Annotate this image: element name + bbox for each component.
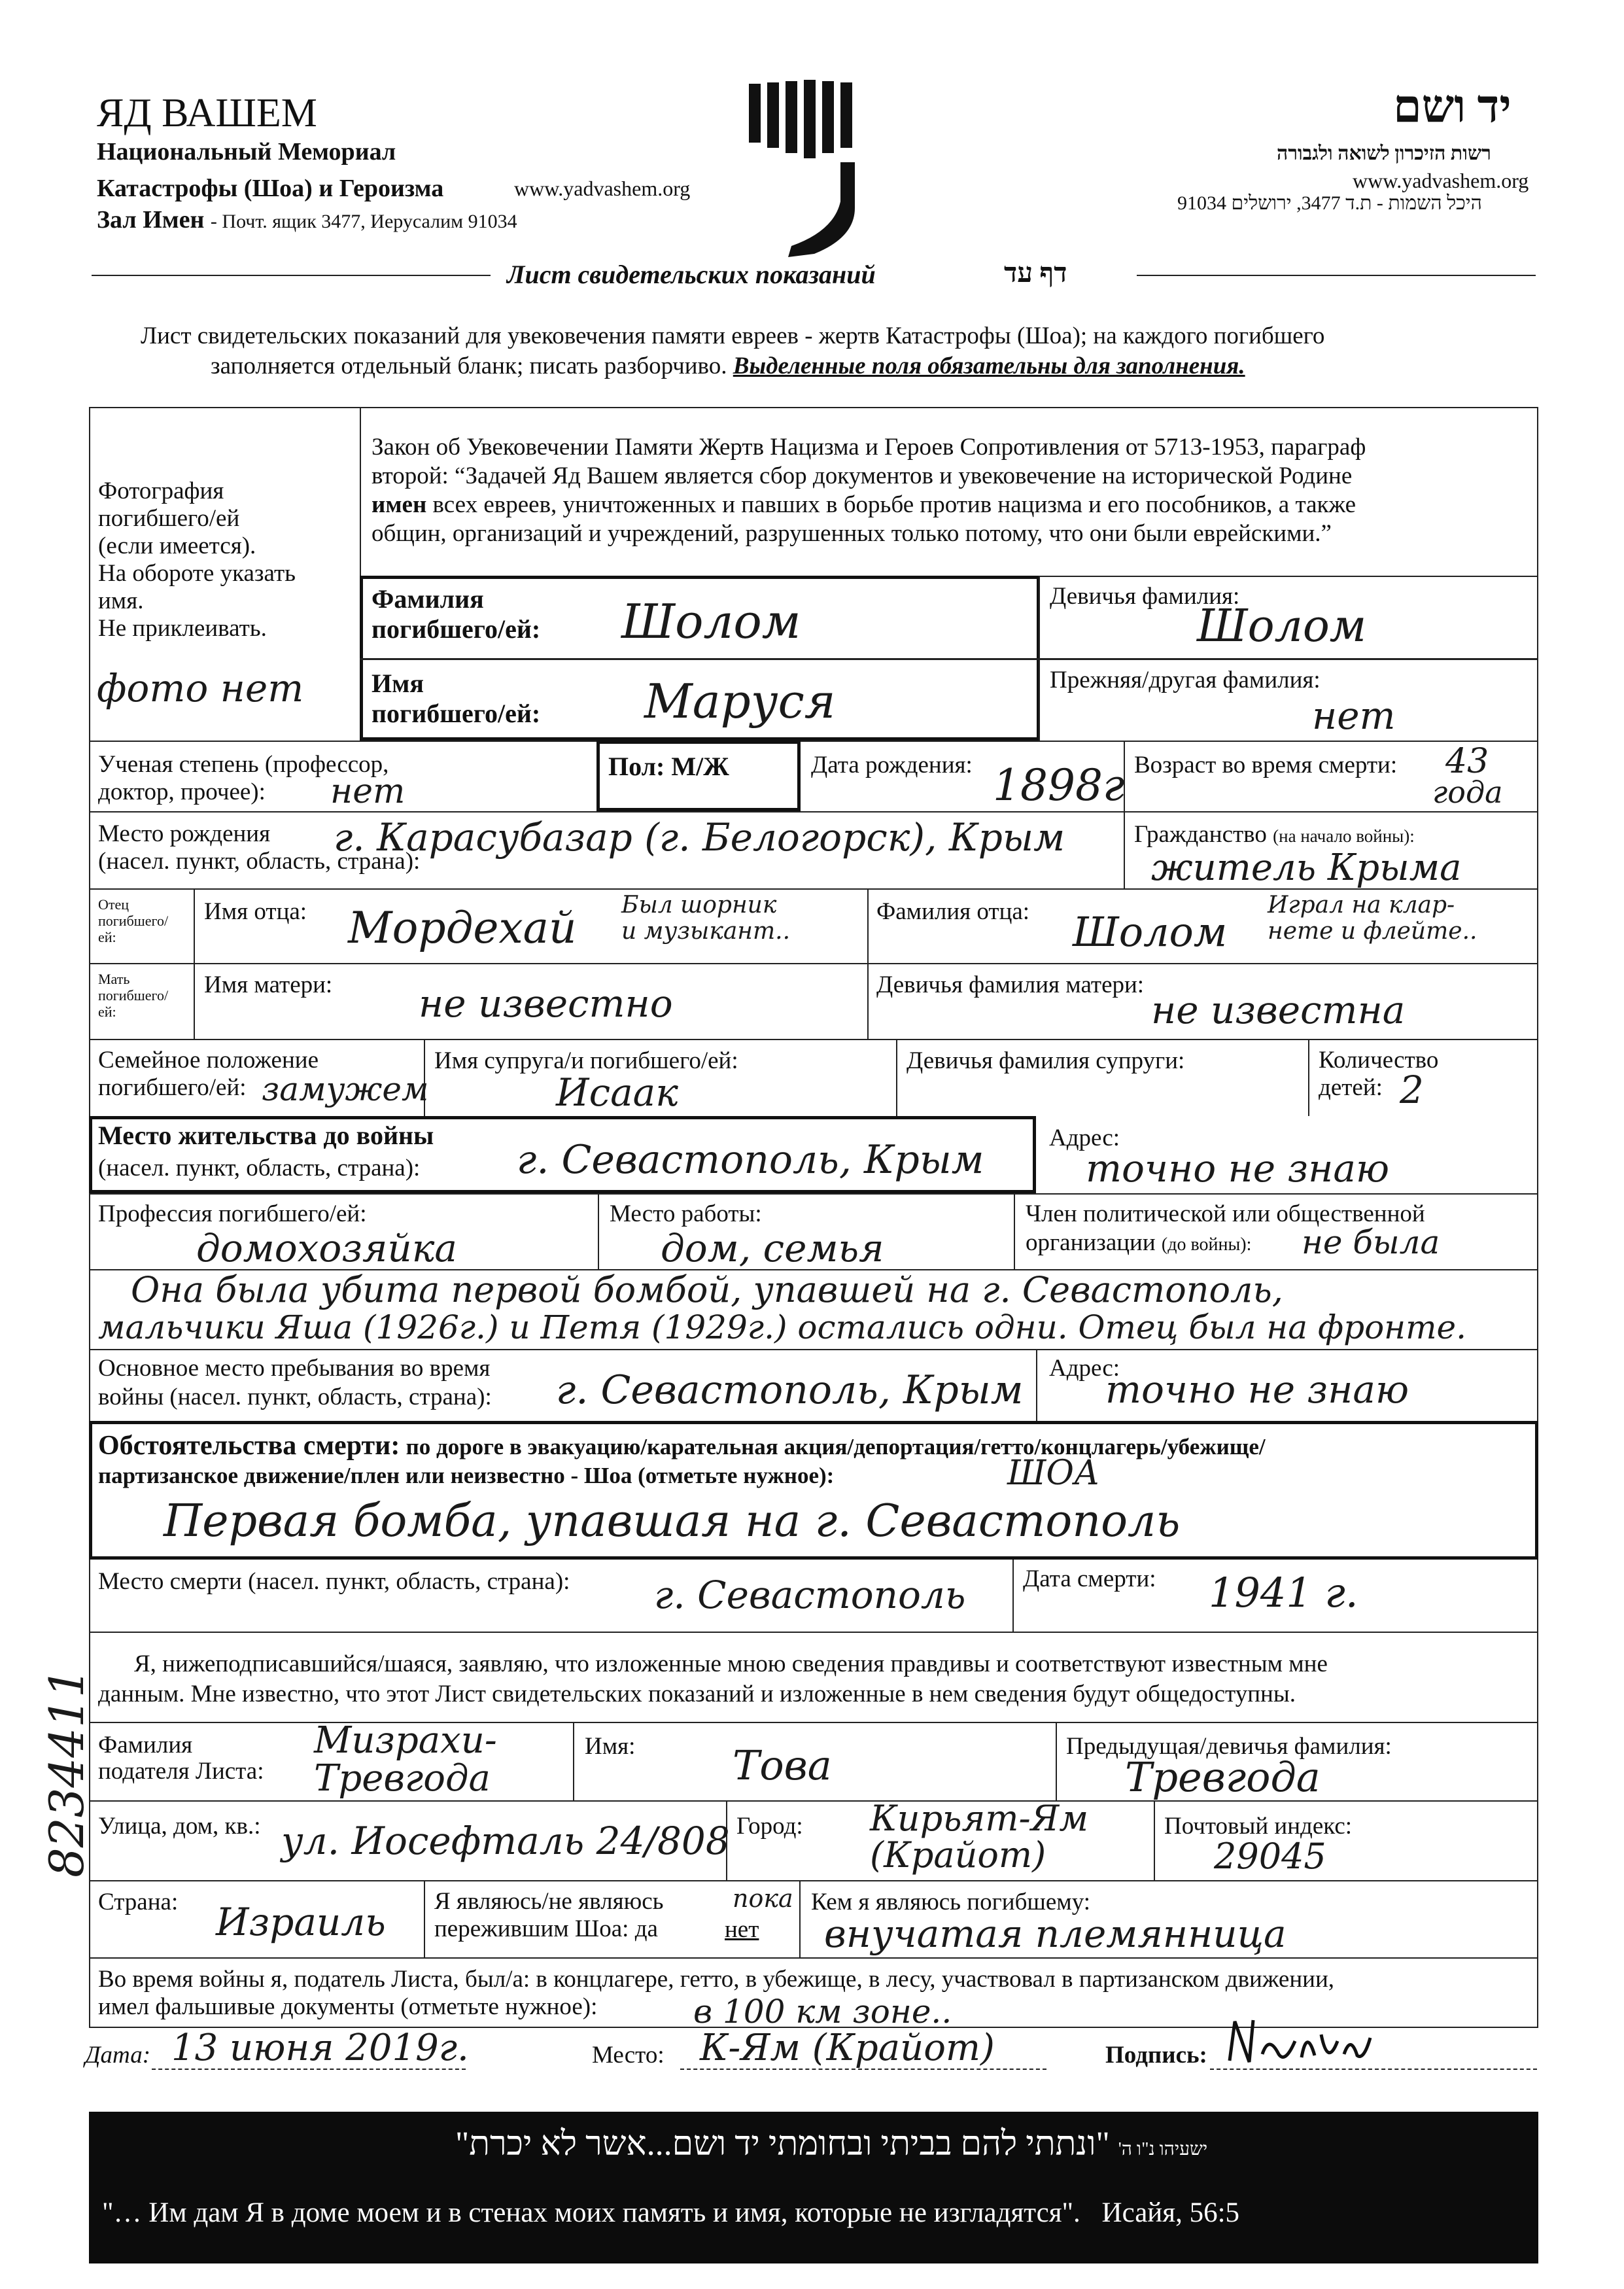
row-street-top (89, 1800, 1538, 1802)
zip-divider (1154, 1800, 1155, 1880)
wartime-label (98, 1354, 492, 1412)
name-label-1: Имя (371, 669, 424, 698)
mother-maiden-label: Девичья фамилия матери: (876, 971, 1145, 998)
date-label: Дата: (85, 2042, 151, 2069)
war-label1: Во время войны я, податель Листа, был/а: в концлагере, гетто, в убежище, в лесу, участвовал в партизанском движении, (98, 1966, 1334, 1993)
maiden-label: Девичья фамилия: (1050, 583, 1240, 610)
zip-label: Почтовый индекс: (1164, 1813, 1353, 1840)
age-unit: года (1432, 775, 1503, 810)
signature-line (1210, 2069, 1537, 2070)
degree-label-2: доктор, прочее): (98, 778, 266, 805)
submitter-surname-1: Мизрахи- (314, 1719, 497, 1762)
title-rule-left (92, 275, 491, 276)
death-circ-options2: партизанское движение/плен или неизвестно - Шоа (отметьте нужное): (98, 1463, 835, 1488)
wartime-value: г. Севастополь, Крым (556, 1367, 1024, 1413)
member-divider (1014, 1193, 1015, 1269)
victim-name-divider (360, 658, 1537, 660)
father-note-2: и музыкант.. (621, 918, 791, 945)
law-line2: второй: “Задачей Яд Вашем является сбор документов и увековечение на исторической Родине (371, 463, 1353, 489)
org-line1: Национальный Мемориал (97, 138, 396, 166)
member-label2-text: организации (1026, 1229, 1156, 1256)
relation-label: Кем я являюсь погибшему: (811, 1889, 1091, 1915)
city-value-1: Кирьят-Ям (870, 1798, 1089, 1839)
photo-label-5: имя. (98, 587, 144, 614)
death-date-label: Дата смерти: (1023, 1565, 1156, 1592)
sex-label: Пол: М/Ж (608, 752, 729, 781)
declaration-line2: данным. Мне известно, что этот Лист свидетельских показаний и изложенные в нем сведения будут общедоступны. (98, 1681, 1296, 1707)
family-status-label-2: погибшего/ей: (98, 1074, 247, 1101)
city-label: Город: (736, 1813, 803, 1840)
declaration-line1: Я, нижеподписавшийся/шаяся, заявляю, что изложенные мною сведения правдивы и соответствуют известным мне (134, 1651, 1328, 1677)
submitter-prev-label: Предыдущая/девичья фамилия: (1066, 1733, 1392, 1760)
quote-ru: "… Им дам Я в доме моем и в стенах моих память и имя, которые не изгладятся". (102, 2197, 1080, 2228)
children-label-2: детей: (1319, 1074, 1383, 1101)
degree-label-1: Ученая степень (профессор, (98, 751, 389, 778)
maiden-value: Шолом (1197, 601, 1367, 652)
wartime-label-2: войны (насел. пункт, область, страна): (98, 1384, 492, 1410)
residence-addr-value: точно не знаю (1086, 1146, 1389, 1191)
wartime-addr-value: точно не знаю (1105, 1367, 1409, 1412)
survivor-label-2 (434, 1915, 664, 1943)
profession-value: домохозяйка (196, 1226, 457, 1270)
survivor-note: пока (733, 1884, 793, 1913)
family-status-value: замужем (262, 1070, 429, 1108)
survivor-label-2-text: пережившим Шоа: (434, 1915, 629, 1942)
citizenship-label-text: Гражданство (1134, 821, 1267, 848)
other-surname-label: Прежняя/другая фамилия: (1050, 667, 1321, 693)
submitter-prev-value: Тревгода (1125, 1753, 1321, 1801)
submitter-surname-value (314, 1719, 497, 1800)
law-line3-bold: имен (371, 491, 427, 518)
father-name-value: Мордехай (348, 903, 577, 953)
family-status-label-1: Семейное положение (98, 1047, 319, 1074)
row-family-top (89, 1039, 1538, 1040)
photo-label-1: Фотография (98, 478, 224, 504)
photo-label-2: погибшего/ей (98, 505, 240, 532)
maiden-divider (1039, 576, 1040, 741)
name-label (371, 669, 540, 729)
name-value: Маруся (644, 674, 836, 729)
father-surname-label: Фамилия отца: (876, 898, 1030, 925)
street-label: Улица, дом, кв.: (98, 1813, 261, 1840)
residence-value: г. Севастополь, Крым (517, 1137, 984, 1183)
title-rule-right (1137, 275, 1536, 276)
city-value (870, 1800, 1088, 1874)
mother-side-1: Мать (98, 971, 130, 987)
citizenship-divider (1124, 811, 1125, 888)
father-side-3: ей: (98, 929, 116, 945)
form-title: Лист свидетельских показаний (507, 260, 876, 289)
mother-name-label: Имя матери: (204, 971, 333, 998)
id-stamp: 8234411 (39, 1668, 94, 1878)
father-note2 (1268, 892, 1477, 945)
city-value-2: (Крайот) (870, 1834, 1046, 1876)
quote-src: Исайя, 56:5 (1101, 2197, 1240, 2228)
submitter-surname-label-1: Фамилия (98, 1732, 193, 1758)
hall-of-names-label: Зал Имен (97, 206, 205, 234)
heb-title: יד ושם (1393, 82, 1512, 132)
row-father-top (89, 888, 1538, 890)
law-line3 (371, 491, 1366, 519)
org-title: ЯД ВАШЕМ (97, 91, 317, 135)
submitter-surname-label (98, 1732, 264, 1785)
yad-vashem-logo (742, 77, 867, 260)
birth-value: 1898г (993, 760, 1125, 811)
submitter-name-value: Това (733, 1741, 832, 1789)
mother-maiden-value: не известна (1151, 988, 1406, 1032)
quote-band (89, 2112, 1538, 2263)
quote-heb-text: "ונתתי להם בביתי ובחומתי יד ושם...אשר לא יכרת" (455, 2125, 1110, 2163)
heb-line1: רשות הזיכרון לשואה ולגבורה (1277, 143, 1491, 164)
date-value: 13 июня 2019г. (171, 2027, 469, 2069)
citizenship-note: (на начало войны): (1273, 826, 1415, 846)
other-surname-value: нет (1312, 693, 1396, 738)
intro-line1: Лист свидетельских показаний для увековечения памяти евреев - жертв Катастрофы (Шоа); на каждого погибшего (141, 323, 1325, 349)
row-birthplace-top (89, 811, 1538, 813)
law-line4: общин, организаций и учреждений, разрушенных только потому, что они были еврейскими.” (371, 520, 1332, 547)
residence-label: Место жительства до войны (98, 1121, 434, 1150)
submitter-surname-2: Тревгода (314, 1757, 491, 1800)
workplace-label: Место работы: (610, 1200, 762, 1227)
intro-line2 (211, 352, 1245, 381)
row-degree-top (89, 741, 1538, 742)
mother-side-3: ей: (98, 1004, 116, 1020)
spouse-maiden-divider (896, 1039, 897, 1116)
submitter-prev-divider (1056, 1722, 1057, 1800)
father-note-1: Был шорник (621, 892, 777, 918)
date-line (152, 2069, 466, 2070)
work-place-divider (598, 1193, 599, 1269)
row-submitter-top (89, 1722, 1538, 1723)
war-label2: имел фальшивые документы (отметьте нужное): (98, 1993, 598, 2020)
residence-sub: (насел. пункт, область, страна): (98, 1155, 421, 1181)
father-note2-1: Играл на клар- (1268, 892, 1455, 918)
note-line-1: Она была убита первой бомбой, упавшей на г. Севастополь, (131, 1269, 1283, 1310)
spouse-value: Исаак (556, 1070, 678, 1115)
row-work-top (89, 1193, 1538, 1195)
death-date-value: 1941 г. (1209, 1569, 1358, 1616)
wartime-addr-divider (1036, 1349, 1037, 1421)
father-note2-2: нете и флейте.. (1268, 918, 1477, 945)
wartime-addr-label: Адрес: (1049, 1355, 1120, 1382)
member-value: не была (1302, 1223, 1440, 1261)
photo-label (98, 478, 296, 642)
place-line (680, 2069, 1046, 2070)
country-value: Израиль (216, 1900, 386, 1944)
survivor-divider (424, 1880, 425, 1957)
submitter-name-label: Имя: (585, 1733, 636, 1760)
row-country-top (89, 1880, 1538, 1881)
birth-label: Дата рождения: (811, 752, 973, 778)
surname-label (371, 584, 540, 644)
place-label: Место: (592, 2042, 665, 2069)
death-date-divider (1012, 1560, 1014, 1632)
degree-value: нет (330, 772, 406, 811)
country-label: Страна: (98, 1889, 179, 1915)
father-name-label: Имя отца: (204, 898, 307, 925)
children-label-1: Количество (1319, 1047, 1439, 1074)
death-circ-options: по дороге в эвакуацию/карательная акция/депортация/гетто/концлагерь/убежище/ (406, 1434, 1266, 1459)
law-bottom (1039, 576, 1538, 577)
org-url: www.yadvashem.org (514, 177, 691, 200)
citizenship-value: житель Крыма (1151, 847, 1462, 889)
zip-value: 29045 (1214, 1836, 1326, 1877)
birthplace-value: г. Карасубазар (г. Белогорск), Крым (334, 815, 1065, 860)
law-text (371, 433, 1366, 548)
hall-of-names (97, 205, 517, 234)
law-line1: Закон об Увековечении Памяти Жертв Нацизма и Героев Сопротивления от 5713-1953, параграф (371, 434, 1366, 461)
signature-label: Подпись: (1105, 2042, 1207, 2069)
surname-label-1: Фамилия (371, 584, 484, 614)
father-note (621, 892, 790, 945)
place-value: К-Ям (Крайот) (700, 2027, 995, 2069)
note-line-2: мальчики Яша (1926г.) и Петя (1929г.) остались одни. Отец был на фронте. (98, 1308, 1467, 1346)
war-value: в 100 км зоне.. (693, 1993, 952, 2031)
survivor-label (434, 1888, 664, 1943)
survivor-yes: да (634, 1915, 658, 1942)
submitter-name-divider (573, 1722, 574, 1800)
survivor-label-1: Я являюсь/не являюсь (434, 1888, 664, 1915)
mother-side-label (98, 971, 168, 1020)
father-side-1: Отец (98, 896, 130, 913)
father-side-2: погибшего/ (98, 913, 169, 929)
form-title-heb: דף עד (1004, 258, 1067, 288)
row-wartime-top (89, 1349, 1538, 1350)
street-value: ул. Иосефталь 24/808 (281, 1819, 730, 1863)
submitter-surname-label-2: подателя Листа: (98, 1758, 264, 1785)
spouse-label: Имя супруга/и погибшего/ей: (434, 1047, 738, 1074)
org-address: - Почт. ящик 3477, Иерусалим 91034 (210, 211, 517, 232)
row-declaration-top (89, 1632, 1538, 1633)
death-place-value: г. Севастополь (654, 1573, 966, 1617)
mother-side-2: погибшего/ (98, 987, 169, 1004)
survivor-no: нет (725, 1916, 759, 1943)
children-value: 2 (1400, 1068, 1424, 1112)
row-mother-top (89, 963, 1538, 964)
row-war-top (89, 1957, 1538, 1959)
signature-mark (1223, 2008, 1400, 2074)
children-divider (1308, 1039, 1309, 1116)
age-label: Возраст во время смерти: (1134, 752, 1398, 778)
member-note: (до войны): (1161, 1234, 1252, 1255)
profession-label: Профессия погибшего/ей: (98, 1200, 367, 1227)
father-surname-value: Шолом (1073, 908, 1228, 956)
death-circ-title: Обстоятельства смерти: (98, 1431, 400, 1461)
photo-label-6: Не приклеивать. (98, 615, 267, 642)
death-place-label: Место смерти (насел. пункт, область, страна): (98, 1568, 570, 1595)
quote-ru-line (102, 2197, 1239, 2229)
death-circ-desc: Первая бомба, упавшая на г. Севастополь (164, 1495, 1181, 1547)
heb-address: היכל השמות - ת.ד 3477, ירושלים 91034 (1177, 192, 1482, 214)
member-label2 (1026, 1229, 1251, 1259)
photo-label-4: На обороте указать (98, 560, 296, 587)
relation-value: внучатая племянница (824, 1912, 1287, 1956)
birthplace-label-1: Место рождения (98, 820, 271, 847)
spouse-maiden-label: Девичья фамилия супруги: (907, 1047, 1185, 1074)
workplace-value: дом, семья (661, 1226, 884, 1270)
surname-label-2: погибшего/ей: (371, 614, 541, 644)
residence-addr-label: Адрес: (1049, 1125, 1120, 1151)
name-label-2: погибшего/ей: (371, 699, 541, 728)
photo-value: фото нет (97, 666, 304, 710)
member-label: Член политической или общественной (1026, 1200, 1425, 1227)
age-value: 43 (1445, 742, 1489, 781)
relation-divider (799, 1880, 801, 1957)
law-line3-rest: всех евреев, уничтоженных и павших в борьбе против нацизма и его пособников, а также (426, 491, 1356, 518)
org-line2: Катастрофы (Шоа) и Героизма (97, 175, 444, 202)
father-side-label (98, 896, 168, 945)
death-circ-value: ШОА (1007, 1454, 1100, 1493)
wartime-label-1: Основное место пребывания во время (98, 1355, 491, 1382)
surname-value: Шолом (621, 594, 801, 649)
intro-line2-text: заполняется отдельный бланк; писать разборчиво. (211, 353, 727, 379)
intro-required-note: Выделенные поля обязательны для заполнения. (733, 353, 1245, 379)
quote-heb (455, 2125, 1207, 2163)
heb-url: www.yadvashem.org (1353, 169, 1529, 192)
quote-heb-src: ישעיהו נ"ו ה' (1118, 2139, 1208, 2159)
birthplace-label-2: (насел. пункт, область, страна): (98, 848, 421, 875)
mother-name-value: не известно (419, 981, 673, 1026)
photo-label-3: (если имеется). (98, 533, 256, 559)
